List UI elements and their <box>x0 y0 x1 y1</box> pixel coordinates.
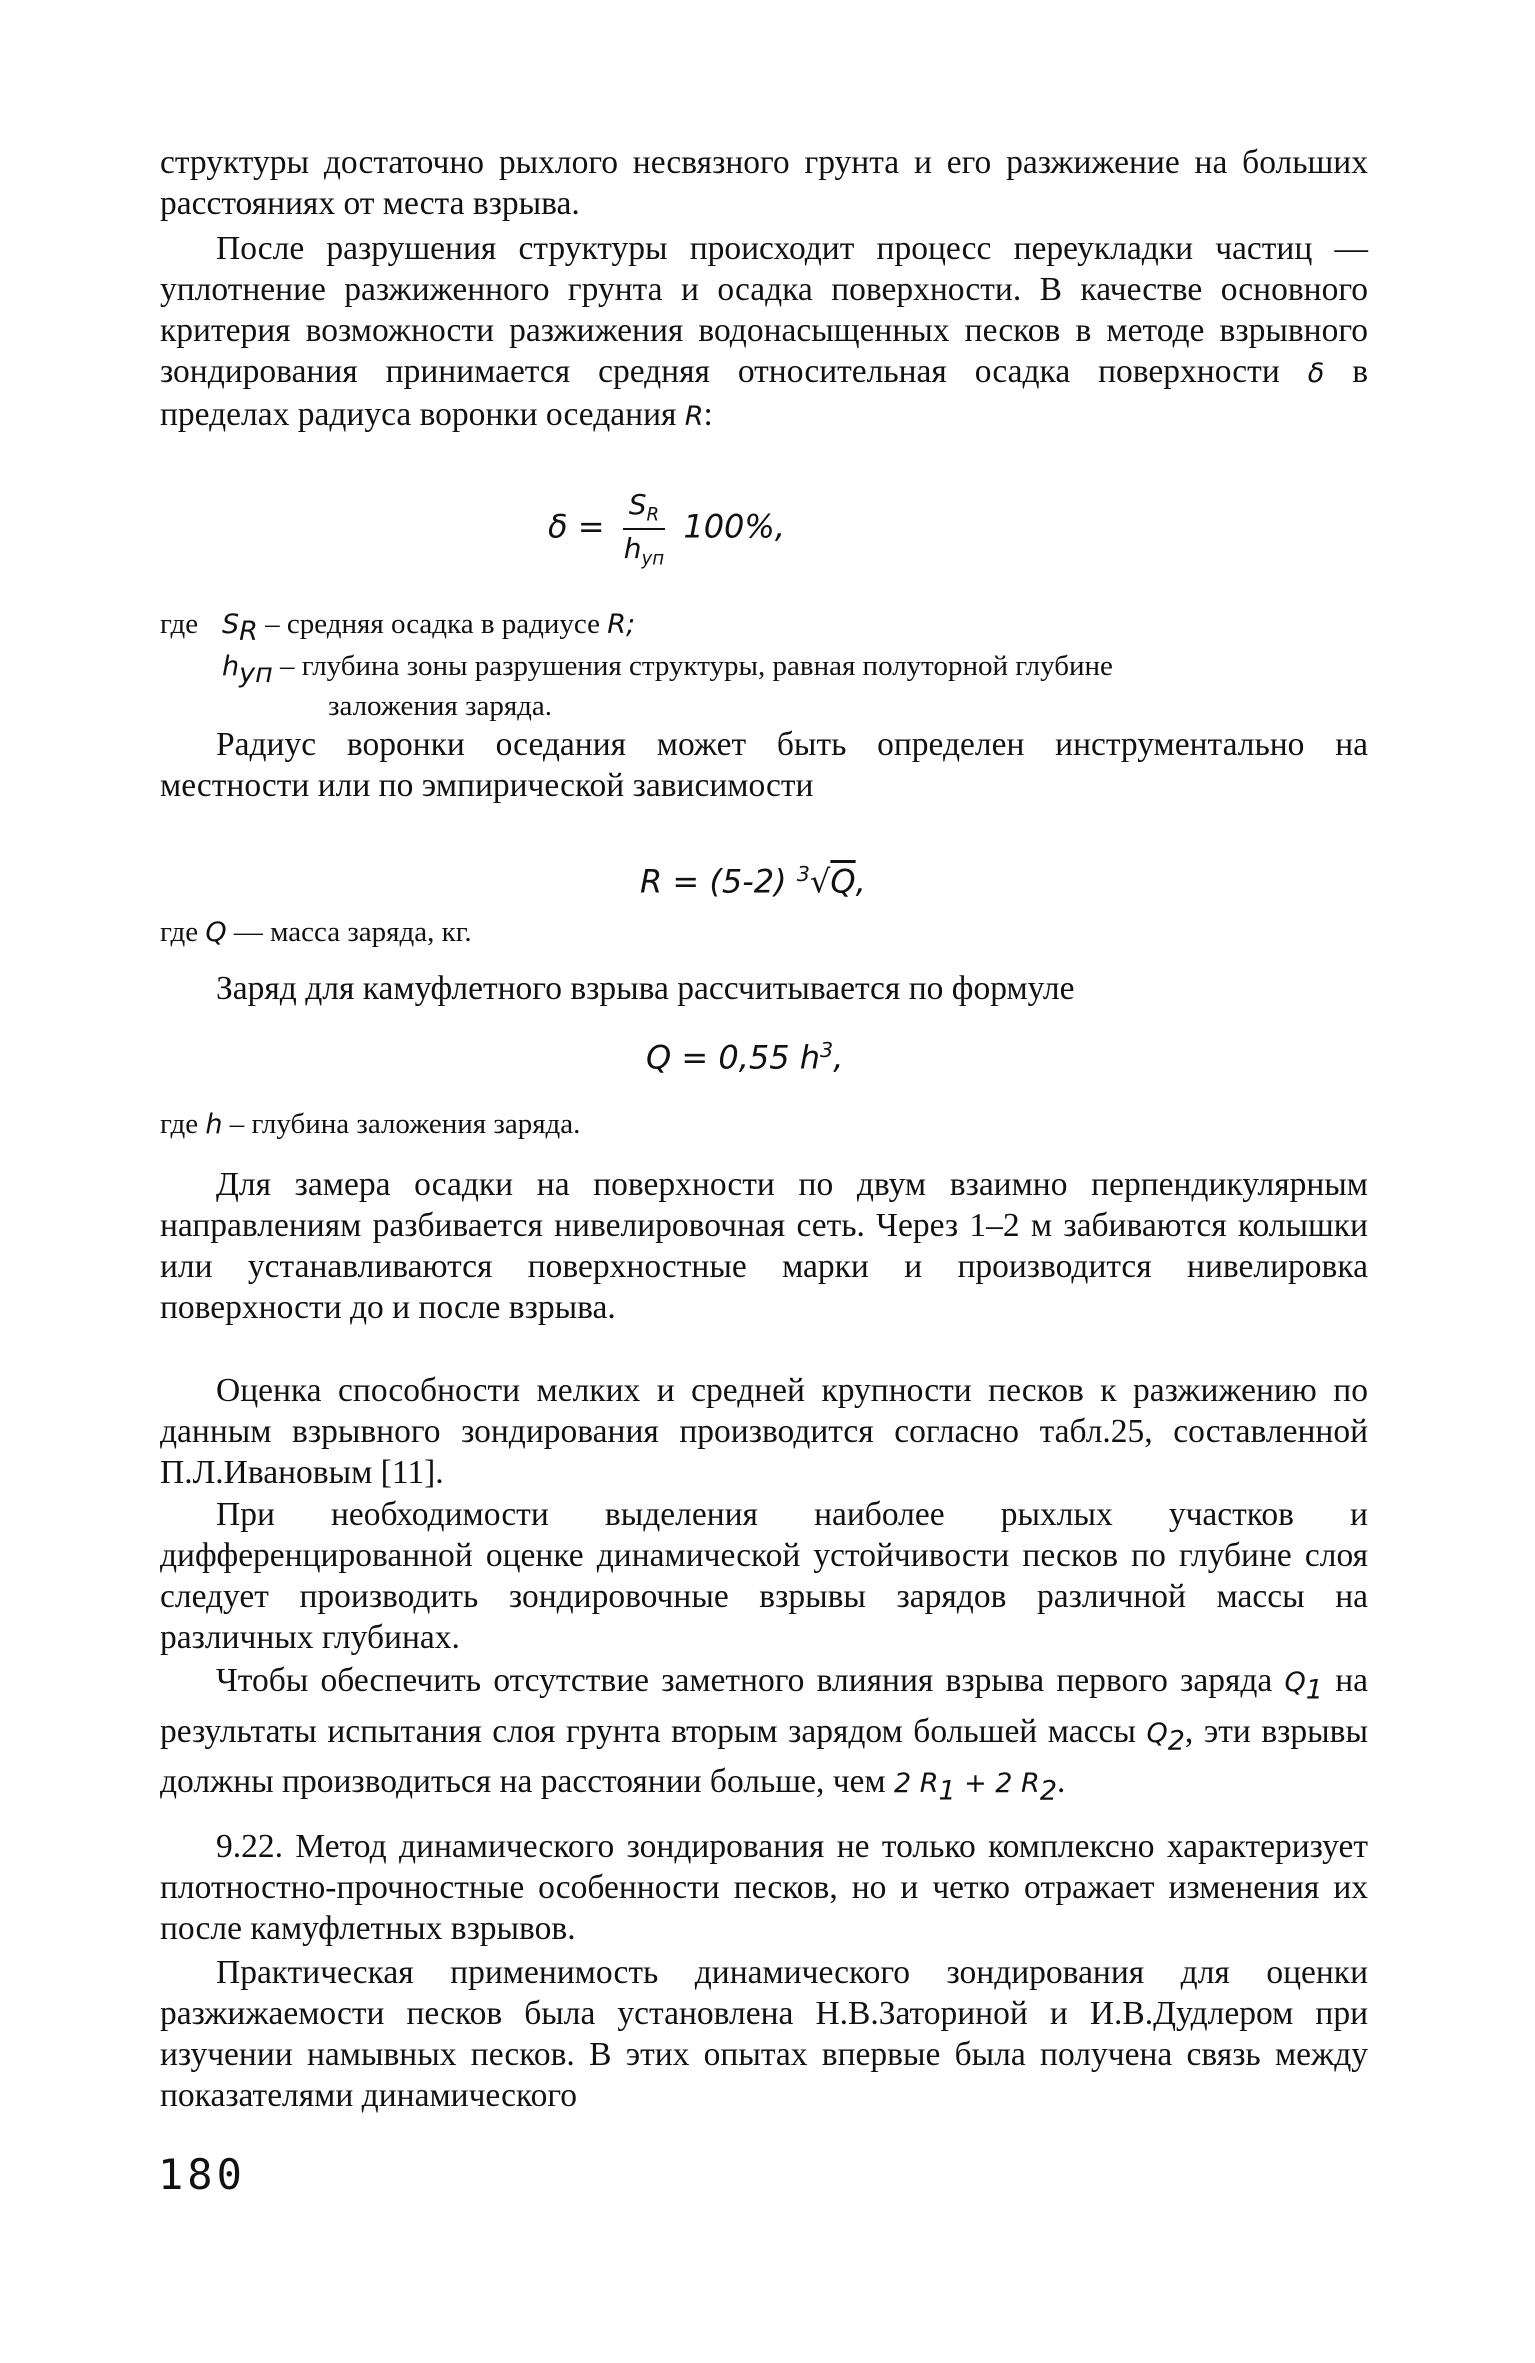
paragraph-2-text-a: После разрушения структуры происходит процесс переукладки частиц — уплотнение разжиженного грунта и осадка поверхности. В качестве основного критерия возможности разжижения водонасыщенных песков в методе взрывного зондирования принимается средняя относительная осадка поверхности <box>160 230 1368 390</box>
charge-q1-symbol: Q <box>1284 1667 1306 1698</box>
where-1-row2-sub: уп <box>239 657 273 689</box>
charge-q2-sub: 2 <box>1167 1725 1185 1757</box>
symbol-delta: δ <box>1307 358 1325 389</box>
where-1-label: где <box>160 608 199 640</box>
where-1-row1-symbol: S <box>222 609 240 640</box>
paragraph-1-text: структуры достаточно рыхлого несвязного грунта и его разжижение на больших расстояниях от места взрыва. <box>160 144 1368 222</box>
formula-1-rhs: 100%, <box>683 507 785 546</box>
paragraph-9 <box>160 1826 1368 1949</box>
formula-1-denominator: h <box>623 531 642 565</box>
formula-3-text: Q = 0,55 h <box>646 1038 821 1077</box>
paragraph-5-text: Для замера осадки на поверхности по двум взаимно перпендикулярным направлениям разбивается нивелировочная сеть. Через 1–2 м забиваются колышки или устанавливаются поверхностные марки и производится нивелировка поверхности до и после взрыва. <box>160 1166 1368 1326</box>
formula-3-end: , <box>833 1038 844 1077</box>
where-3-label: где <box>160 1108 199 1140</box>
where-block-2 <box>160 916 1368 949</box>
paragraph-4 <box>160 968 1368 1009</box>
where-3-text: – глубина заложения заряда. <box>229 1108 581 1140</box>
paragraph-10-text: Практическая применимость динамического зондирования для оценки разжижаемости песков была установлена Н.В.Заториной и И.В.Дудлером при изучении намывных песков. В этих опытах впервые была получена связь между показателями динамического <box>160 1954 1368 2114</box>
where-2-label: где <box>160 916 199 948</box>
paragraph-3 <box>160 724 1368 806</box>
where-2-text: — масса заряда, кг. <box>233 916 472 948</box>
paragraph-2 <box>160 228 1368 437</box>
where-3-symbol: h <box>205 1109 223 1140</box>
paragraph-8-text-c: , эти взрывы должны производиться на расстоянии больше, чем <box>160 1712 1368 1801</box>
formula-radius <box>640 862 866 901</box>
paragraph-4-text: Заряд для камуфлетного взрыва рассчитывается по формуле <box>216 970 1075 1007</box>
distance-expr-sub1: 1 <box>938 1776 956 1808</box>
paragraph-8-text-b: на результаты испытания слоя грунта вторым зарядом большей массы <box>160 1662 1369 1750</box>
where-1-row2-text: – глубина зоны разрушения структуры, равная полуторной глубине <box>280 649 1113 682</box>
where-block-3 <box>160 1108 1368 1141</box>
paragraph-2-text-b: в пределах радиуса воронки оседания <box>160 353 1369 433</box>
where-1-row1-end: R; <box>607 609 636 640</box>
formula-1-denominator-sub: уп <box>641 548 665 570</box>
paragraph-6-text: Оценка способности мелких и средней крупности песков к разжижению по данным взрывного зондирования производится согласно табл.25, составленной П.Л.Ивановым [11]. <box>160 1372 1368 1491</box>
paragraph-1 <box>160 142 1368 224</box>
where-block-1 <box>160 608 1368 723</box>
paragraph-3-text: Радиус воронки оседания может быть определен инструментально на местности или по эмпирической зависимости <box>160 726 1368 804</box>
distance-expr-part1: 2 R <box>894 1768 939 1800</box>
where-1-row1-sub: R <box>239 615 258 647</box>
paragraph-5 <box>160 1164 1368 1328</box>
formula-1-numerator-sub: R <box>646 504 660 526</box>
paragraph-7 <box>160 1494 1368 1658</box>
formula-1-fraction <box>623 488 665 569</box>
paragraph-2-text-c: : <box>703 396 713 433</box>
paragraph-9-text: 9.22. Метод динамического зондирования не только комплексно характеризует плотностно-прочностные особенности песков, но и четко отражает изменения их после камуфлетных взрывов. <box>160 1828 1368 1947</box>
page-number: 180 <box>158 2150 246 2199</box>
paragraph-8 <box>160 1660 1368 1812</box>
formula-charge <box>646 1038 843 1077</box>
radical-icon: √ <box>810 862 831 901</box>
where-1-row2-symbol: h <box>222 650 240 682</box>
paragraph-6 <box>160 1370 1368 1493</box>
where-1-row2-continued: заложения заряда. <box>328 689 553 722</box>
where-2-symbol: Q <box>205 917 227 948</box>
distance-expr-part2: + 2 R <box>964 1768 1040 1800</box>
distance-expr-sub2: 2 <box>1039 1776 1058 1808</box>
paragraph-7-text: При необходимости выделения наиболее рыхлых участков и дифференцированной оценке динамической устойчивости песков по глубине слоя следует производить зондировочные взрывы зарядов различной массы на различных глубинах. <box>160 1496 1368 1656</box>
formula-2-root-index: 3 <box>796 862 811 886</box>
formula-1-lhs: δ = <box>548 507 605 546</box>
formula-1-numerator: S <box>628 488 647 521</box>
formula-2-lhs: R = (5-2) <box>640 862 787 901</box>
formula-3-power: 3 <box>820 1038 834 1062</box>
charge-q2-symbol: Q <box>1146 1717 1168 1749</box>
formula-2-end: , <box>855 862 866 901</box>
paragraph-10 <box>160 1952 1368 2116</box>
formula-relative-settlement <box>548 488 785 569</box>
charge-q1-sub: 1 <box>1305 1674 1323 1706</box>
symbol-r: R <box>684 401 704 432</box>
paragraph-8-end: . <box>1057 1763 1066 1801</box>
formula-2-radicand: Q <box>830 862 856 901</box>
where-1-row1-text: – средняя осадка в радиусе <box>265 608 601 640</box>
paragraph-8-text-a: Чтобы обеспечить отсутствие заметного влияния взрыва первого заряда <box>216 1662 1273 1699</box>
